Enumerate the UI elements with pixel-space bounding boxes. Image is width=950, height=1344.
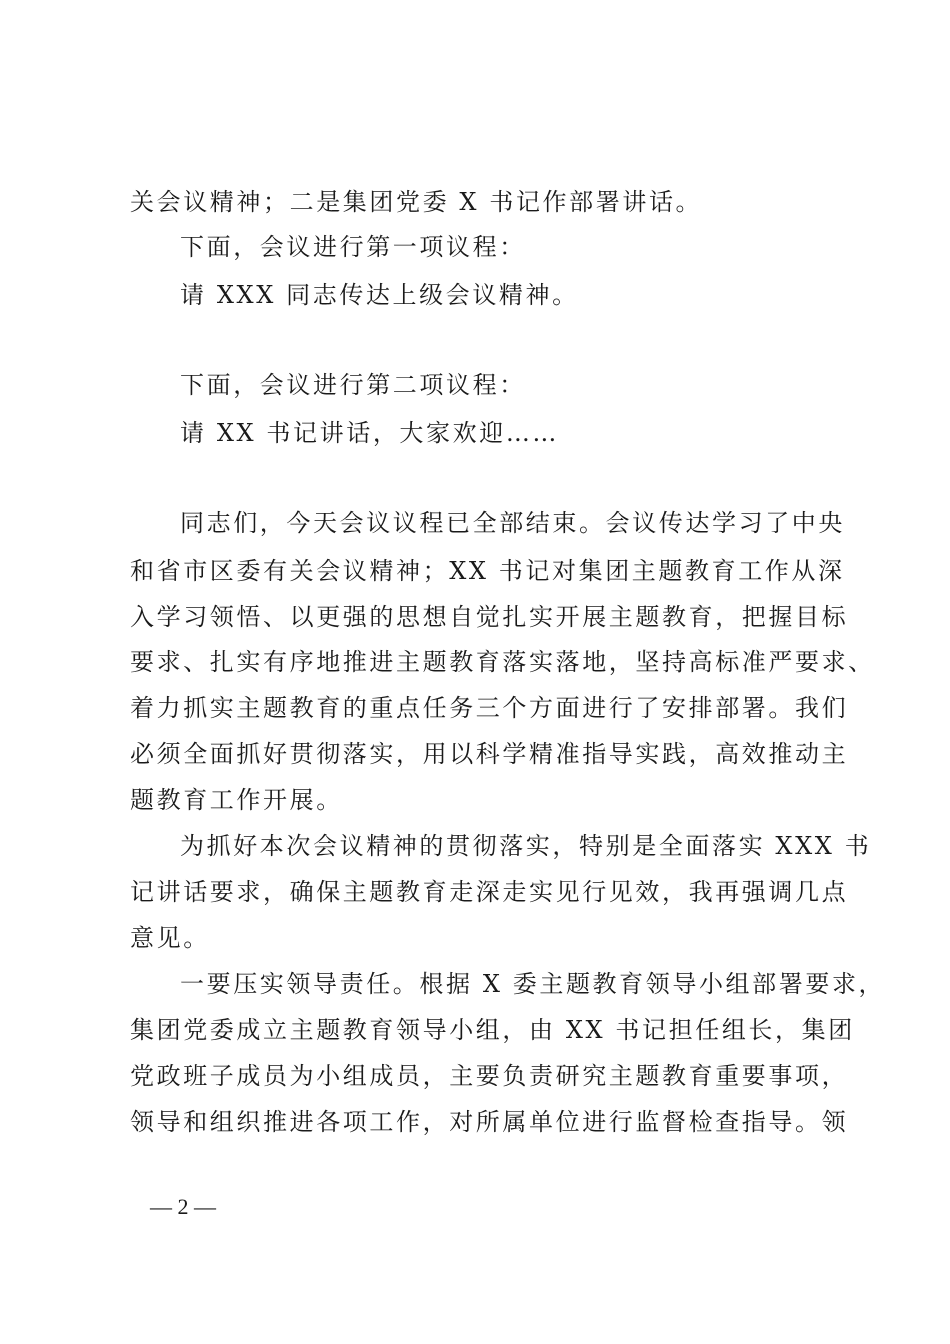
text-line: 题教育工作开展。 xyxy=(130,786,343,814)
text-line: 入学习领悟、以更强的思想自觉扎实开展主题教育，把握目标 xyxy=(130,603,849,631)
text-line: 一要压实领导责任。根据 X 委主题教育领导小组部署要求， xyxy=(180,970,886,998)
text-line: 记讲话要求，确保主题教育走深走实见行见效，我再强调几点 xyxy=(130,878,849,906)
text-line: 和省市区委有关会议精神；XX 书记对集团主题教育工作从深 xyxy=(130,557,845,585)
page-number: — 2 — xyxy=(150,1194,216,1219)
text-line: 关会议精神；二是集团党委 X 书记作部署讲话。 xyxy=(130,188,703,216)
text-line: 党政班子成员为小组成员，主要负责研究主题教育重要事项， xyxy=(130,1062,849,1090)
text-line: 请 XXX 同志传达上级会议精神。 xyxy=(180,281,579,309)
text-line: 下面，会议进行第一项议程： xyxy=(180,233,526,261)
text-line: 必须全面抓好贯彻落实，用以科学精准指导实践，高效推动主 xyxy=(130,740,849,768)
text-line: 领导和组织推进各项工作，对所属单位进行监督检查指导。领 xyxy=(130,1108,849,1136)
text-line: 集团党委成立主题教育领导小组，由 XX 书记担任组长，集团 xyxy=(130,1016,855,1044)
text-line: 同志们，今天会议议程已全部结束。会议传达学习了中央 xyxy=(180,509,845,537)
text-line: 要求、扎实有序地推进主题教育落实落地，坚持高标准严要求、 xyxy=(130,648,875,676)
text-line: 意见。 xyxy=(130,924,210,952)
text-line: 着力抓实主题教育的重点任务三个方面进行了安排部署。我们 xyxy=(130,694,849,722)
text-line: 请 XX 书记讲话，大家欢迎…… xyxy=(180,419,560,447)
text-line: 为抓好本次会议精神的贯彻落实，特别是全面落实 XXX 书 xyxy=(180,832,872,860)
text-line: 下面，会议进行第二项议程： xyxy=(180,371,526,399)
